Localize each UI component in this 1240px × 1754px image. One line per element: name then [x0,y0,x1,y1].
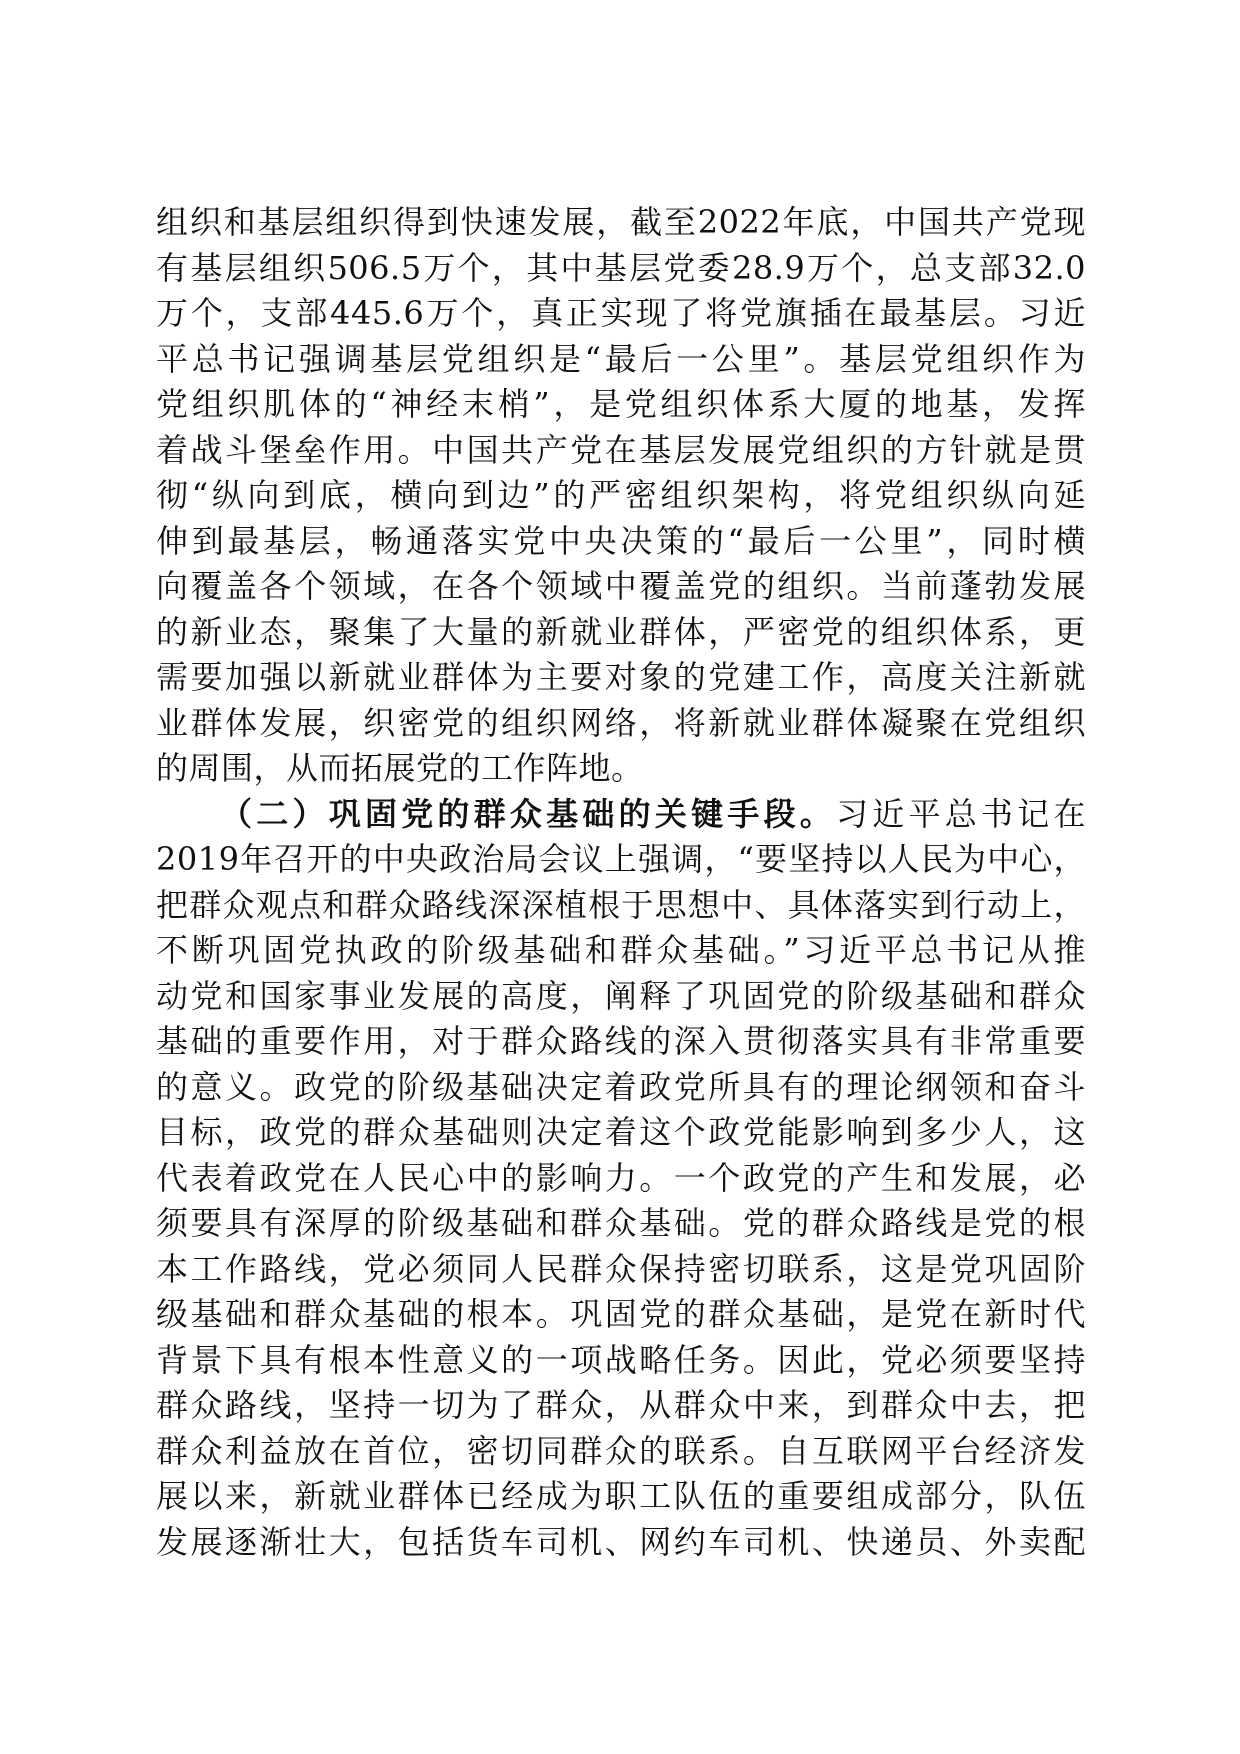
body-text [156,200,1086,1565]
text-line: 着战斗堡垒作用。中国共产党在基层发展党组织的方针就是贯 [156,430,1086,469]
text-line: 的意义。政党的阶级基础决定着政党所具有的理论纲领和奋斗 [156,1067,1086,1106]
text-line: 平总书记强调基层党组织是“最后一公里”。基层党组织作为 [156,339,1086,378]
text-line: 万个，支部445.6万个，真正实现了将党旗插在最基层。习近 [156,294,1086,332]
text-line: 代表着政党在人民心中的影响力。一个政党的产生和发展，必 [156,1158,1086,1197]
paragraph-2 [156,792,1086,1566]
section-heading: （二）巩固党的群众基础的关键手段。 [220,794,837,833]
text-line: 不断巩固党执政的阶级基础和群众基础。”习近平总书记从推 [156,931,1086,969]
text-line: 2019年召开的中央政治局会议上强调，“要坚持以人民为中心， [156,840,1086,878]
text-line: 组织和基层组织得到快速发展，截至2022年底，中国共产党现 [156,203,1086,241]
text-line: 伸到最基层，畅通落实党中央决策的“最后一公里”，同时横 [156,521,1086,560]
text-line: 动党和国家事业发展的高度，阐释了巩固党的阶级基础和群众 [156,976,1086,1015]
text-line: 基础的重要作用，对于群众路线的深入贯彻落实具有非常重要 [156,1022,1086,1060]
text-line: 彻“纵向到底，横向到边”的严密组织架构，将党组织纵向延 [156,476,1086,514]
text-line: 展以来，新就业群体已经成为职工队伍的重要组成部分，队伍 [156,1477,1086,1515]
paragraph-1 [156,200,1086,792]
heading-line-text: 习近平总书记在 [836,794,1086,833]
text-line: 把群众观点和群众路线深深植根于思想中、具体落实到行动上， [156,885,1086,924]
text-line: 有基层组织506.5万个，其中基层党委28.9万个，总支部32.0 [156,248,1086,287]
text-line: 背景下具有根本性意义的一项战略任务。因此，党必须要坚持 [156,1340,1086,1379]
text-line: 需要加强以新就业群体为主要对象的党建工作，高度关注新就 [156,658,1086,696]
text-line: 须要具有深厚的阶级基础和群众基础。党的群众路线是党的根 [156,1204,1086,1242]
text-line: 群众利益放在首位，密切同群众的联系。自互联网平台经济发 [156,1431,1086,1470]
text-line: 党组织肌体的“神经末梢”，是党组织体系大厦的地基，发挥 [156,385,1086,423]
text-line: 级基础和群众基础的根本。巩固党的群众基础，是党在新时代 [156,1295,1086,1333]
text-line: 的新业态，聚集了大量的新就业群体，严密党的组织体系，更 [156,612,1086,651]
text-line: 发展逐渐壮大，包括货车司机、网约车司机、快递员、外卖配 [156,1522,1086,1561]
text-line: 群众路线，坚持一切为了群众，从群众中来，到群众中去，把 [156,1386,1086,1424]
text-line: 本工作路线，党必须同人民群众保持密切联系，这是党巩固阶 [156,1249,1086,1288]
text-line: 向覆盖各个领域，在各个领域中覆盖党的组织。当前蓬勃发展 [156,567,1086,605]
text-line: 的周围，从而拓展党的工作阵地。 [156,749,644,787]
text-line: 目标，政党的群众基础则决定着这个政党能影响到多少人，这 [156,1113,1086,1151]
section-heading-line [156,792,1086,838]
text-line: 业群体发展，织密党的组织网络，将新就业群体凝聚在党组织 [156,703,1086,742]
